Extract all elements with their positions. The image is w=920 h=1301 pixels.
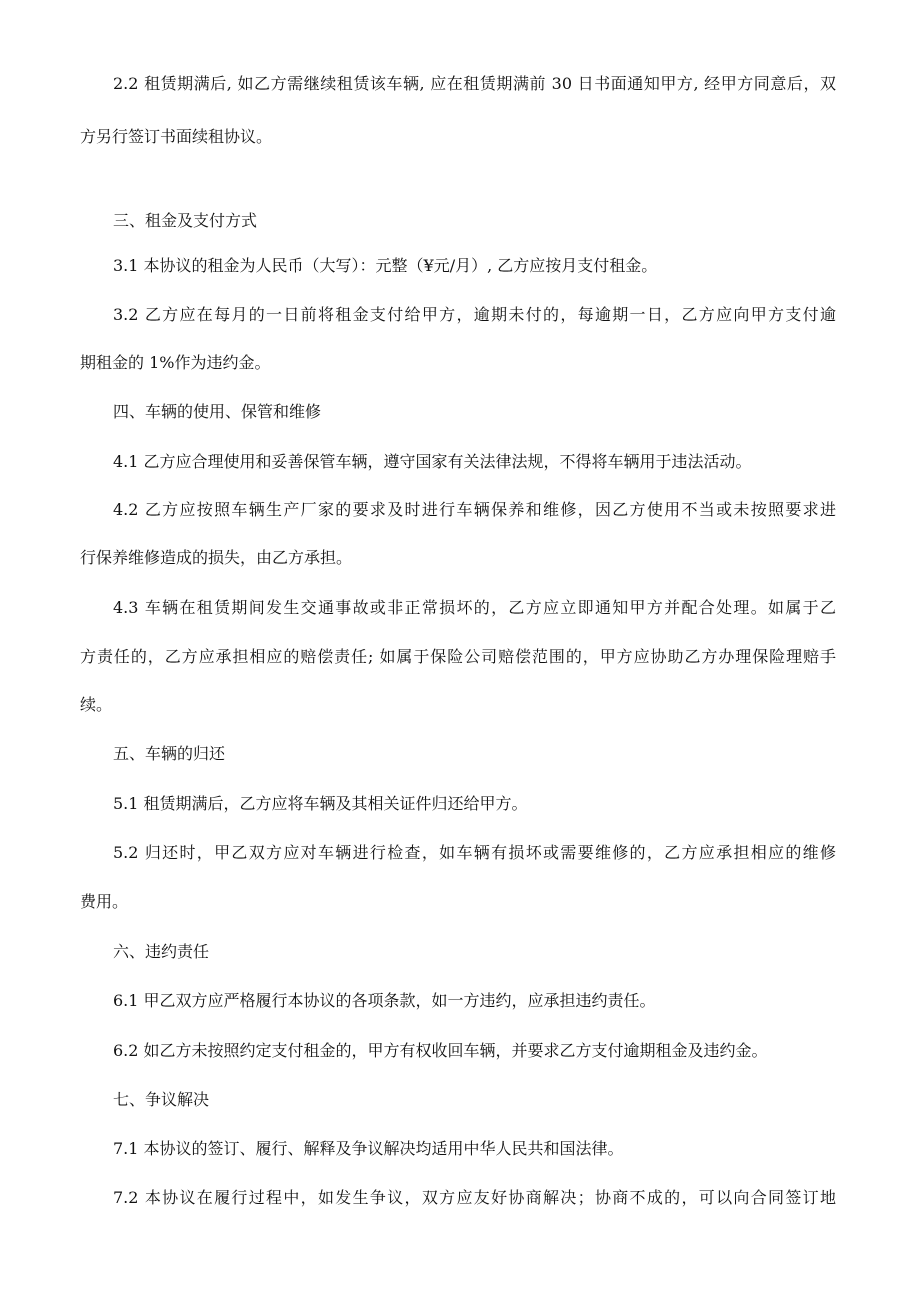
paragraph-5-1-text: 5.1 租赁期满后，乙方应将车辆及其相关证件归还给甲方。 [113,794,528,813]
paragraph-6-1-text: 6.1 甲乙双方应严格履行本协议的各项条款，如一方违约，应承担违约责任。 [113,991,656,1010]
paragraph-4-2-text-1: 4.2 乙方应按照车辆生产厂家的要求及时进行车辆保养和维修，因乙方使用不当或未按照要求进 [113,500,836,519]
paragraph-4-3-text-2: 方责任的，乙方应承担相应的赔偿责任; 如属于保险公司赔偿范围的，甲方应协助乙方办理保险理赔手 [80,647,836,666]
paragraph-3-2-text-1: 3.2 乙方应在每月的一日前将租金支付给甲方，逾期未付的，每逾期一日，乙方应向甲方支付逾 [113,305,836,324]
paragraph-7-2-text: 7.2 本协议在履行过程中，如发生争议，双方应友好协商解决；协商不成的，可以向合同签订地 [113,1188,836,1207]
paragraph-3-2-text-2: 期租金的 1%作为违约金。 [80,353,271,372]
paragraph-5-2-text-2: 费用。 [80,892,129,911]
paragraph-4-3-text-3: 续。 [80,695,113,714]
paragraph-4-3-text-1: 4.3 车辆在租赁期间发生交通事故或非正常损坏的，乙方应立即通知甲方并配合处理。如属于乙 [113,598,836,617]
paragraph-4-1-text: 4.1 乙方应合理使用和妥善保管车辆，遵守国家有关法律法规，不得将车辆用于违法活动。 [113,452,752,471]
section-3-heading-text: 三、租金及支付方式 [113,211,258,230]
paragraph-3-1-text: 3.1 本协议的租金为人民币（大写）：元整（¥元/月）, 乙方应按月支付租金。 [113,256,658,275]
paragraph-2-2-text-2: 方另行签订书面续租协议。 [80,127,273,146]
paragraph-2-2-text-1: 2.2 租赁期满后, 如乙方需继续租赁该车辆, 应在租赁期满前 30 日书面通知甲方, 经甲方同意后，双 [113,74,836,93]
paragraph-5-2-text-1: 5.2 归还时，甲乙双方应对车辆进行检查，如车辆有损坏或需要维修的，乙方应承担相应的维修 [113,843,836,862]
paragraph-6-2-text: 6.2 如乙方未按照约定支付租金的，甲方有权收回车辆，并要求乙方支付逾期租金及违约金。 [113,1041,768,1060]
paragraph-4-2-text-2: 行保养维修造成的损失，由乙方承担。 [80,548,353,567]
section-4-heading-text: 四、车辆的使用、保管和维修 [113,402,322,421]
section-7-heading-text: 七、争议解决 [113,1090,210,1109]
section-5-heading-text: 五、车辆的归还 [113,744,226,763]
paragraph-7-1-text: 7.1 本协议的签订、履行、解释及争议解决均适用中华人民共和国法律。 [113,1139,624,1158]
section-6-heading-text: 六、违约责任 [113,942,210,961]
